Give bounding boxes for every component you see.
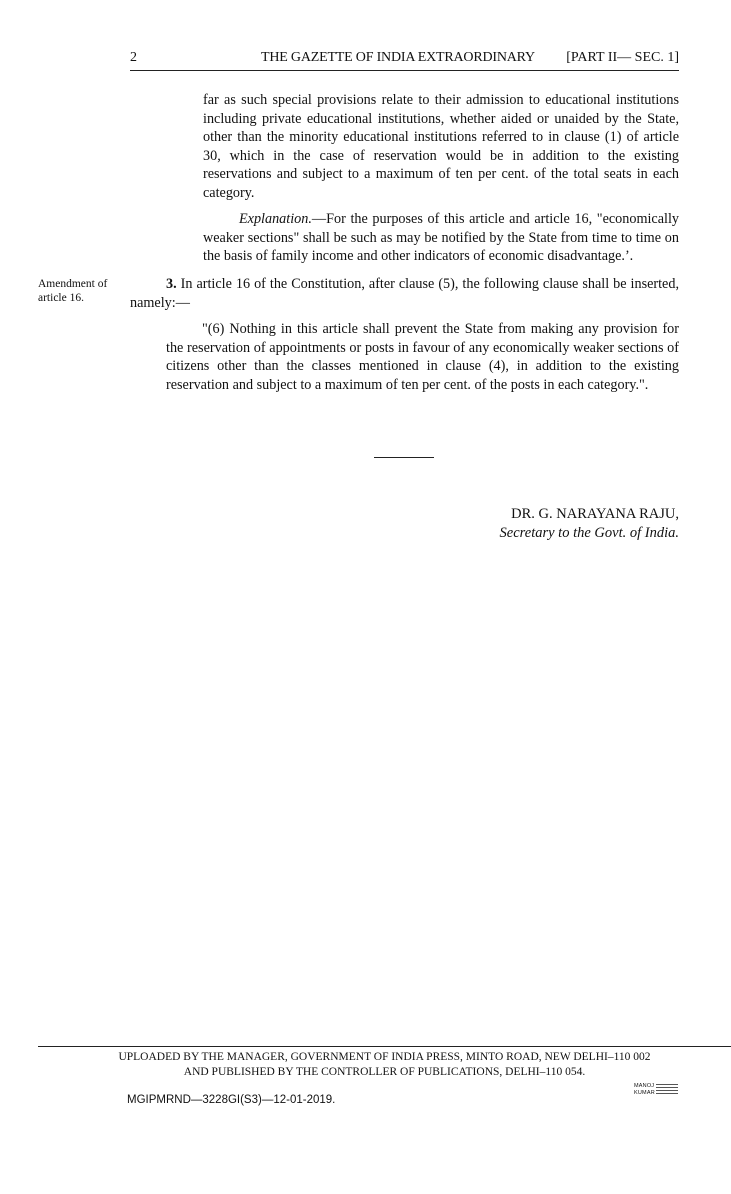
page-number: 2 bbox=[130, 50, 137, 65]
gazette-title: THE GAZETTE OF INDIA EXTRAORDINARY bbox=[261, 50, 535, 65]
clause-continuation-paragraph: far as such special provisions relate to their admission to educational institutions including private educational institutions, whether aided or unaided by the State, other than the minority educational institutions referred to in clause (1) of article 30, which in the case of reservation would be in addition to the existing reservations and subject to a maximum of ten per cent. of the total seats in each category. bbox=[203, 92, 679, 201]
footer-publisher-info bbox=[38, 1050, 731, 1079]
footer-rule bbox=[38, 1046, 731, 1047]
header-rule bbox=[130, 70, 679, 71]
digital-signature-details bbox=[656, 1084, 678, 1096]
print-code: MGIPMRND—3228GI(S3)—12-01-2019. bbox=[127, 1094, 336, 1106]
section-divider bbox=[374, 457, 434, 458]
margin-note: Amendment of article 16. bbox=[38, 278, 108, 304]
page-header bbox=[130, 50, 679, 70]
explanation-label: Explanation. bbox=[239, 211, 312, 227]
section-text: In article 16 of the Constitution, after clause (5), the following clause shall be inserted, namely:— bbox=[130, 276, 679, 311]
explanation-text: —For the purposes of this article and article 16, "economically weaker sections" shall be such as may be notified by the State from time to time on the basis of family income and other indicators of economic disadvantage.’. bbox=[203, 211, 679, 264]
signer-designation: Secretary to the Govt. of India. bbox=[499, 525, 679, 541]
digital-signature-name-2: KUMAR bbox=[634, 1089, 655, 1096]
quoted-clause-paragraph: "(6) Nothing in this article shall prevent the State from making any provision for the reservation of appointments or posts in favour of any economically weaker sections of citizens other than the classes mentioned in clause (4), in addition to the existing reservation and subject to a maximum of ten per cent. of the posts in each category.". bbox=[166, 321, 679, 393]
signer-name: DR. G. NARAYANA RAJU, bbox=[511, 506, 679, 522]
digital-signature-stamp bbox=[634, 1083, 682, 1103]
section-3-paragraph bbox=[130, 275, 679, 312]
section-number: 3. bbox=[166, 276, 177, 292]
footer-line-2: AND PUBLISHED BY THE CONTROLLER OF PUBLICATIONS, DELHI–110 054. bbox=[183, 1065, 586, 1078]
signature-block bbox=[500, 505, 679, 543]
digital-signature-name-1: MANOJ bbox=[634, 1083, 655, 1089]
explanation-paragraph bbox=[203, 210, 679, 266]
footer-line-1: UPLOADED BY THE MANAGER, GOVERNMENT OF INDIA PRESS, MINTO ROAD, NEW DELHI–110 002 bbox=[118, 1051, 651, 1063]
part-section-label: [PART II— SEC. 1] bbox=[566, 50, 679, 65]
